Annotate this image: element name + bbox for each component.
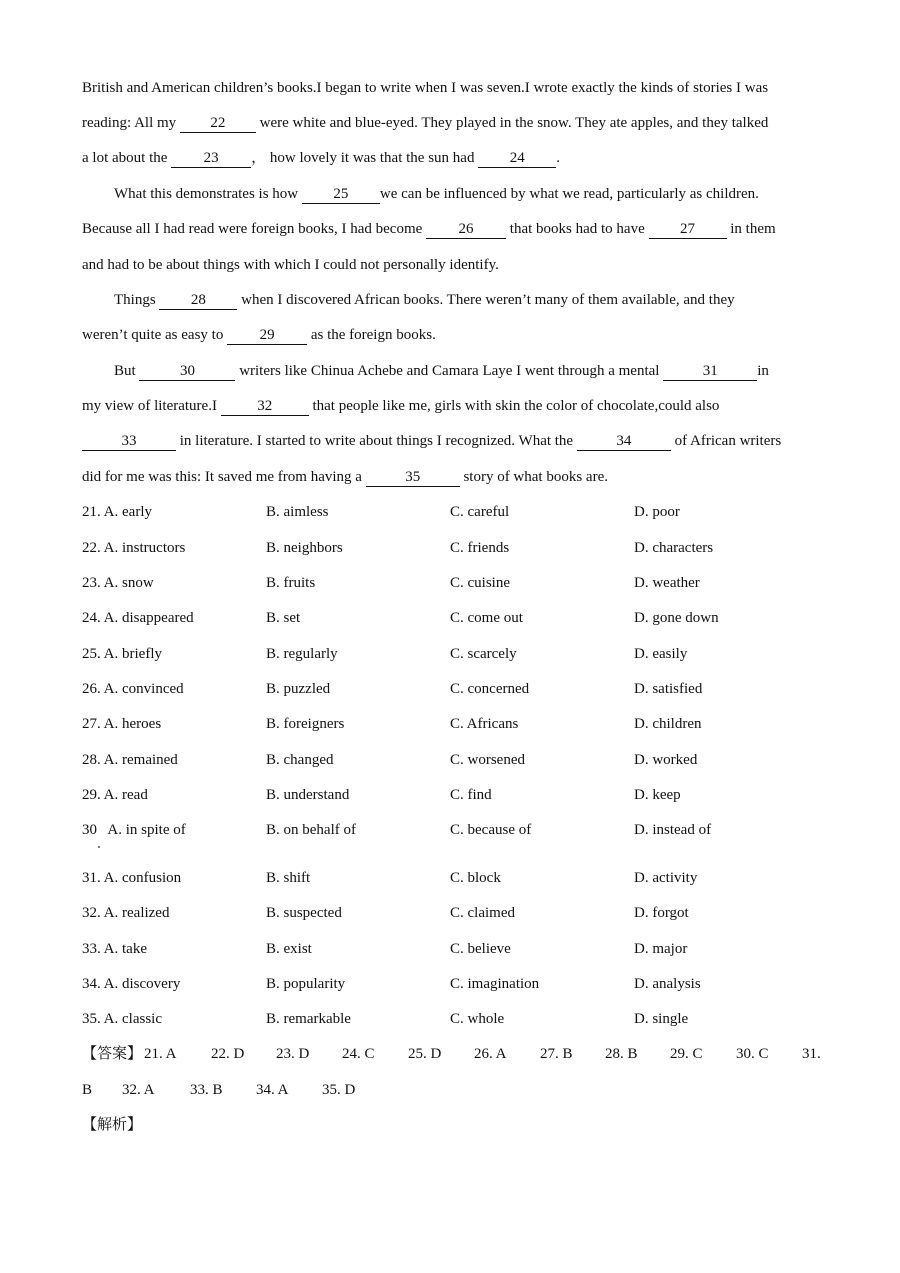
passage-line-7 [114, 290, 735, 310]
option-a: 33. A. take [82, 941, 147, 957]
option-d: D. activity [634, 870, 698, 886]
option-d: D. weather [634, 575, 700, 591]
answer-item: 21. A [144, 1046, 177, 1062]
blank-27: 27 [649, 220, 727, 239]
passage-text: in them [726, 221, 776, 237]
option-b: B. on behalf of [266, 822, 356, 838]
answer-item: B [82, 1082, 93, 1098]
option-c: C. claimed [450, 905, 515, 921]
option-a: 35. A. classic [82, 1011, 162, 1027]
passage-text: Because all I had read were foreign books, I had become [82, 221, 427, 237]
passage-line-2 [82, 113, 768, 133]
answer-item: 32. A [122, 1082, 155, 1098]
passage-text: in [757, 363, 769, 379]
option-c: C. Africans [450, 716, 519, 732]
blank-31: 31 [663, 362, 757, 381]
answer-item: 29. C [670, 1046, 703, 1062]
option-a: 27. A. heroes [82, 716, 162, 732]
option-d: D. analysis [634, 976, 701, 992]
passage-text: and had to be about things with which I could not personally identify. [82, 257, 499, 273]
passage-text: weren’t quite as easy to [82, 327, 228, 343]
option-c: C. scarcely [450, 646, 517, 662]
passage-text: were white and blue-eyed. They played in the snow. They ate apples, and they talked [255, 115, 769, 131]
passage-text: as the foreign books. [307, 327, 436, 343]
option-a: 26. A. convinced [82, 681, 184, 697]
option-a: 28. A. remained [82, 752, 178, 768]
answer-item: 31. [802, 1046, 821, 1062]
blank-23: 23 [171, 149, 251, 168]
option-d: D. keep [634, 787, 681, 803]
answer-item: 35. D [322, 1082, 356, 1098]
option-d: D. characters [634, 540, 714, 556]
option-c: C. because of [450, 822, 532, 838]
answer-item: 23. D [276, 1046, 310, 1062]
option-c: C. come out [450, 610, 523, 626]
option-d: D. satisfied [634, 681, 703, 697]
passage-text: Things [114, 292, 160, 308]
option-c: C. whole [450, 1011, 505, 1027]
answer-item: 22. D [211, 1046, 245, 1062]
analysis-label: 【解析】 [82, 1117, 143, 1133]
blank-32: 32 [221, 397, 309, 416]
option-a: 24. A. disappeared [82, 610, 194, 626]
passage-text: we can be influenced by what we read, particularly as children. [379, 186, 759, 202]
option-d: D. major [634, 941, 688, 957]
option-a: 22. A. instructors [82, 540, 186, 556]
option-b: B. set [266, 610, 301, 626]
option-a: 31. A. confusion [82, 870, 182, 886]
answer-item: 28. B [605, 1046, 638, 1062]
option-c: C. worsened [450, 752, 525, 768]
blank-25: 25 [302, 185, 380, 204]
option-c: C. careful [450, 504, 510, 520]
option-d: D. single [634, 1011, 689, 1027]
answer-item: 25. D [408, 1046, 442, 1062]
option-d: D. gone down [634, 610, 719, 626]
option-b: B. aimless [266, 504, 329, 520]
blank-28: 28 [159, 291, 237, 310]
option-b: B. foreigners [266, 716, 345, 732]
blank-22: 22 [180, 114, 256, 133]
option-b: B. changed [266, 752, 334, 768]
option-b: B. regularly [266, 646, 338, 662]
answer-item: 26. A [474, 1046, 507, 1062]
passage-line-8 [82, 325, 436, 345]
option-c: C. believe [450, 941, 511, 957]
answer-item: 27. B [540, 1046, 573, 1062]
option-b: B. understand [266, 787, 350, 803]
passage-text: writers like Chinua Achebe and Camara Laye I went through a mental [235, 363, 664, 379]
answer-item: 33. B [190, 1082, 223, 1098]
option-b: B. shift [266, 870, 311, 886]
blank-35: 35 [366, 468, 460, 487]
blank-26: 26 [426, 220, 506, 239]
option-d: D. easily [634, 646, 688, 662]
passage-line-6 [82, 255, 499, 275]
option-b: B. exist [266, 941, 312, 957]
option-d: D. forgot [634, 905, 689, 921]
option-c: C. find [450, 787, 492, 803]
option-c: C. cuisine [450, 575, 510, 591]
passage-text: story of what books are. [459, 469, 608, 485]
option-a: 29. A. read [82, 787, 148, 803]
option-b: B. popularity [266, 976, 346, 992]
answer-item: 30. C [736, 1046, 769, 1062]
passage-line-5 [82, 219, 776, 239]
option-a: 30 A. in spite of [82, 822, 186, 838]
option-c: C. concerned [450, 681, 530, 697]
passage-text: . [556, 150, 560, 166]
passage-text: ， how lovely it was that the sun had [251, 150, 479, 166]
passage-text: a lot about the [82, 150, 172, 166]
option-b: B. suspected [266, 905, 342, 921]
option-b: B. neighbors [266, 540, 343, 556]
blank-29: 29 [227, 326, 307, 345]
passage-text: my view of literature.I [82, 398, 221, 414]
answer-item: 34. A [256, 1082, 289, 1098]
passage-text: British and American children’s books.I began to write when I was seven.I wrote exactly the kinds of stories I was [82, 80, 769, 96]
stray-dot [98, 846, 100, 848]
passage-text: in literature. I started to write about things I recognized. What the [176, 433, 577, 449]
option-c: C. friends [450, 540, 510, 556]
option-a: 34. A. discovery [82, 976, 181, 992]
answer-item: 24. C [342, 1046, 375, 1062]
passage-text: reading: All my [82, 115, 180, 131]
passage-line-11 [82, 431, 781, 451]
option-b: B. fruits [266, 575, 316, 591]
passage-line-9 [114, 361, 769, 381]
passage-text: of African writers [670, 433, 782, 449]
option-b: B. remarkable [266, 1011, 351, 1027]
passage-line-3 [82, 148, 560, 168]
option-a: 32. A. realized [82, 905, 170, 921]
option-b: B. puzzled [266, 681, 331, 697]
option-a: 21. A. early [82, 504, 152, 520]
passage-line-4 [114, 184, 759, 204]
option-a: 25. A. briefly [82, 646, 162, 662]
passage-text: did for me was this: It saved me from having a [82, 469, 366, 485]
passage-text: What this demonstrates is how [114, 186, 302, 202]
passage-text: when I discovered African books. There weren’t many of them available, and they [237, 292, 735, 308]
answer-label: 【答案】 [82, 1046, 143, 1062]
passage-line-1 [82, 78, 768, 98]
passage-text: that books had to have [506, 221, 649, 237]
option-a: 23. A. snow [82, 575, 154, 591]
blank-24: 24 [478, 149, 556, 168]
passage-line-12 [82, 467, 608, 487]
passage-text: But [114, 363, 140, 379]
option-d: D. worked [634, 752, 698, 768]
blank-34: 34 [577, 432, 671, 451]
option-c: C. block [450, 870, 501, 886]
option-c: C. imagination [450, 976, 540, 992]
option-d: D. children [634, 716, 702, 732]
blank-30: 30 [139, 362, 235, 381]
option-d: D. poor [634, 504, 680, 520]
passage-line-10 [82, 396, 719, 416]
option-d: D. instead of [634, 822, 712, 838]
passage-text: that people like me, girls with skin the color of chocolate,could also [308, 398, 720, 414]
blank-33: 33 [82, 432, 176, 451]
